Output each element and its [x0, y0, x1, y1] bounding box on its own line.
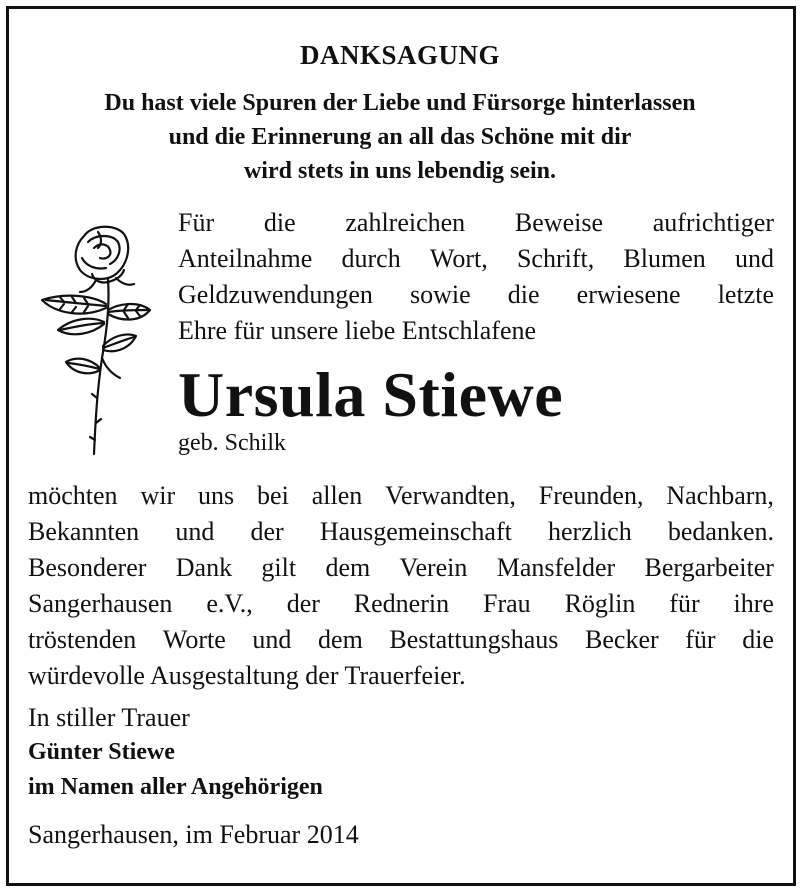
- word: ihre: [733, 589, 774, 618]
- word: Bestattungshaus: [389, 625, 559, 654]
- birth-name: geb. Schilk: [178, 430, 286, 456]
- word: Anteilnahme: [178, 244, 313, 273]
- deceased-name: Ursula Stiewe: [178, 359, 564, 430]
- word: sowie: [410, 280, 471, 309]
- word: würdevolle Ausgestaltung der Trauerfeier.: [28, 661, 466, 690]
- intro-line: [178, 241, 774, 277]
- word: Hausgemeinschaft: [319, 517, 512, 546]
- word: wir: [140, 481, 176, 510]
- word: bedanken.: [667, 517, 774, 546]
- word: Beweise: [514, 208, 603, 237]
- motto-line: und die Erinnerung an all das Schöne mit dir: [168, 124, 632, 150]
- word: Verein: [399, 553, 468, 582]
- word: und: [175, 517, 215, 546]
- word: durch: [341, 244, 401, 273]
- word: dem: [318, 625, 363, 654]
- intro-line: [178, 205, 774, 241]
- word: Nachbarn,: [666, 481, 774, 510]
- motto-line: Du hast viele Spuren der Liebe und Fürsorge hinterlassen: [104, 90, 696, 116]
- word: Rednerin: [353, 589, 450, 618]
- signer-name: Günter Stiewe: [28, 739, 175, 765]
- word: tröstenden: [28, 625, 137, 654]
- thanks-line: [28, 550, 774, 586]
- heading: DANKSAGUNG: [299, 40, 500, 70]
- word: Dank: [175, 553, 233, 582]
- word: Blumen: [623, 244, 706, 273]
- word: letzte: [717, 280, 774, 309]
- word: Sangerhausen: [28, 589, 173, 618]
- word: Worte: [162, 625, 226, 654]
- word: gilt: [261, 553, 297, 582]
- word: erwiesene: [576, 280, 681, 309]
- word: uns: [198, 481, 235, 510]
- rose-icon: [36, 218, 156, 458]
- intro-line: [178, 277, 774, 313]
- word: allen: [311, 481, 363, 510]
- word: Geldzuwendungen: [178, 280, 373, 309]
- word: Wort,: [429, 244, 488, 273]
- word: Röglin: [564, 589, 636, 618]
- word: für: [685, 625, 716, 654]
- thanks-line: [28, 658, 774, 694]
- word: e.V.,: [206, 589, 253, 618]
- word: Ehre für unsere liebe Entschlafene: [178, 316, 537, 345]
- word: Für: [178, 208, 215, 237]
- word: der: [250, 517, 284, 546]
- word: aufrichtiger: [652, 208, 774, 237]
- word: die: [742, 625, 774, 654]
- word: Becker: [585, 625, 659, 654]
- word: herzlich: [548, 517, 632, 546]
- word: dem: [325, 553, 371, 582]
- word: und: [252, 625, 292, 654]
- word: möchten: [28, 481, 118, 510]
- word: die: [507, 280, 540, 309]
- word: bei: [257, 481, 289, 510]
- word: Besonderer: [28, 553, 147, 582]
- word: Freunden,: [538, 481, 644, 510]
- thanks-line: [28, 478, 774, 514]
- intro-paragraph: [178, 205, 774, 349]
- place-date: Sangerhausen, im Februar 2014: [28, 820, 359, 849]
- intro-line: [178, 313, 774, 349]
- thanks-line: [28, 586, 774, 622]
- word: Mansfelder: [496, 553, 616, 582]
- word: Frau: [483, 589, 531, 618]
- word: für: [669, 589, 700, 618]
- motto: [0, 86, 800, 188]
- thanks-line: [28, 514, 774, 550]
- thanks-line: [28, 622, 774, 658]
- word: der: [286, 589, 320, 618]
- motto-line: wird stets in uns lebendig sein.: [243, 158, 557, 184]
- word: die: [263, 208, 296, 237]
- word: zahlreichen: [345, 208, 466, 237]
- word: und: [734, 244, 774, 273]
- on-behalf-line: im Namen aller Angehörigen: [28, 774, 323, 800]
- closing-phrase: In stiller Trauer: [28, 703, 190, 732]
- thanks-paragraph: [28, 478, 774, 694]
- word: Verwandten,: [385, 481, 516, 510]
- word: Bekannten: [28, 517, 140, 546]
- word: Schrift,: [516, 244, 595, 273]
- word: Bergarbeiter: [644, 553, 774, 582]
- signature-block: [28, 700, 323, 805]
